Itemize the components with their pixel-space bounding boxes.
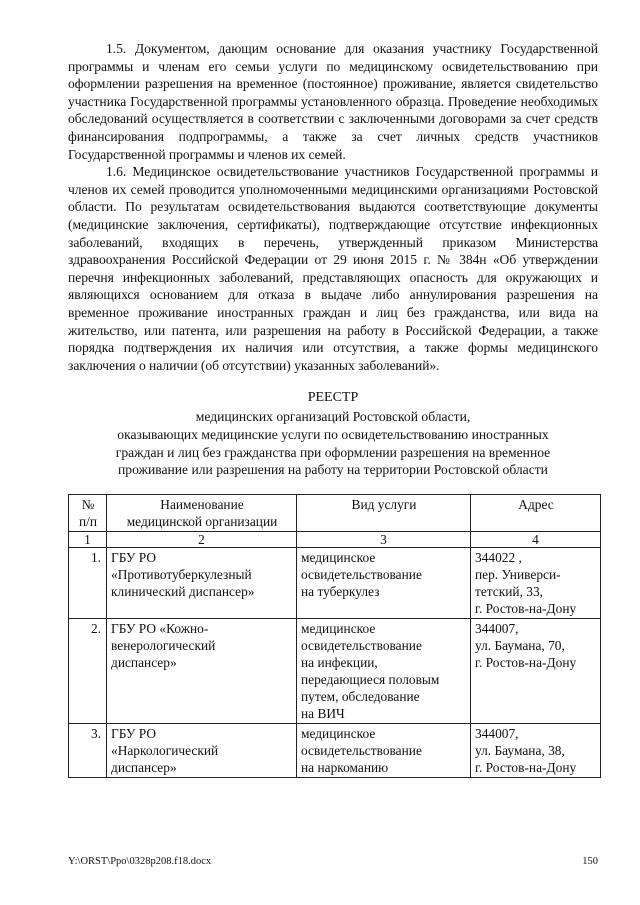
address-cell: 344022 , пер. Универси- тетский, 33, г. Ростов-на-Дону (471, 548, 601, 619)
row-number: 3. (69, 724, 107, 778)
table-header-row (69, 495, 601, 532)
header-service: Вид услуги (297, 495, 471, 532)
service-cell: медицинское освидетельствование на наркоманию (297, 724, 471, 778)
header-num: № п/п (69, 495, 107, 532)
column-number: 3 (297, 532, 471, 548)
page-number: 150 (582, 856, 598, 867)
document-page (68, 40, 598, 778)
column-number: 4 (471, 532, 601, 548)
org-name-cell: ГБУ РО «Кожно- венерологический диспансер» (107, 619, 297, 724)
registry-heading (68, 389, 598, 479)
page-footer (68, 856, 598, 867)
registry-subtitle-line: граждан и лиц без гражданства при оформлении разрешения на временное (115, 444, 551, 460)
paragraph-1-5: 1.5. Документом, дающим основание для оказания участнику Государственной программы и членам его семьи услуги по медицинскому освидетельствованию при оформлении разрешения на временное (постоянное) проживание, является свидетельство участника Государственной программы установленного образца. Проведение необходимых обследований осуществляется в соответствии с заключенными договорами за счет средств финансирования подпрограммы, а также за счет личных средств участников Государственной программы и членов их семей. (68, 41, 598, 162)
org-name-cell: ГБУ РО «Противотуберкулезный клинический диспансер» (107, 548, 297, 619)
registry-title: РЕЕСТР (307, 390, 359, 406)
table-row (69, 548, 601, 619)
row-number: 1. (69, 548, 107, 619)
registry-table (68, 494, 601, 778)
service-cell: медицинское освидетельствование на туберкулез (297, 548, 471, 619)
registry-subtitle-line: оказывающих медицинские услуги по освидетельствованию иностранных (117, 426, 549, 442)
column-number: 2 (107, 532, 297, 548)
column-number-row (69, 532, 601, 548)
service-cell: медицинское освидетельствование на инфекции, передающиеся половым путем, обследование на ВИЧ (297, 619, 471, 724)
table-row (69, 619, 601, 724)
address-cell: 344007, ул. Баумана, 38, г. Ростов-на-Дону (471, 724, 601, 778)
header-name: Наименование медицинской организации (107, 495, 297, 532)
registry-subtitle-line: медицинских организаций Ростовской области, (195, 409, 471, 425)
header-address: Адрес (471, 495, 601, 532)
file-path: Y:\ORST\Ppo\0328p208.f18.docx (68, 856, 212, 867)
column-number: 1 (69, 532, 107, 548)
row-number: 2. (69, 619, 107, 724)
paragraph-1-6: 1.6. Медицинское освидетельствование участников Государственной программы и членов их семей проводится уполномоченными медицинскими организациями Ростовской области. По результатам освидетельствования выдаются соответствующие документы (медицинские заключения, сертификаты), подтверждающие отсутствие инфекционных заболеваний, входящих в перечень, утвержденный приказом Министерства здравоохранения Российской Федерации от 29 июня 2015 г. № 384н «Об утверждении перечня инфекционных заболеваний, представляющих опасность для окружающих и являющихся основанием для отказа в выдаче либо аннулирования разрешения на временное проживание иностранных граждан и лиц без гражданства, или вида на жительство, или патента, или разрешения на работу в Российской Федерации, а также порядка подтверждения их наличия или отсутствия, а также формы медицинского заключения о наличии (об отсутствии) указанных заболеваний». (68, 164, 598, 373)
table-row (69, 724, 601, 778)
registry-subtitle-line: проживание или разрешения на работу на территории Ростовской области (118, 462, 548, 478)
org-name-cell: ГБУ РО «Наркологический диспансер» (107, 724, 297, 778)
address-cell: 344007, ул. Баумана, 70, г. Ростов-на-Дону (471, 619, 601, 724)
